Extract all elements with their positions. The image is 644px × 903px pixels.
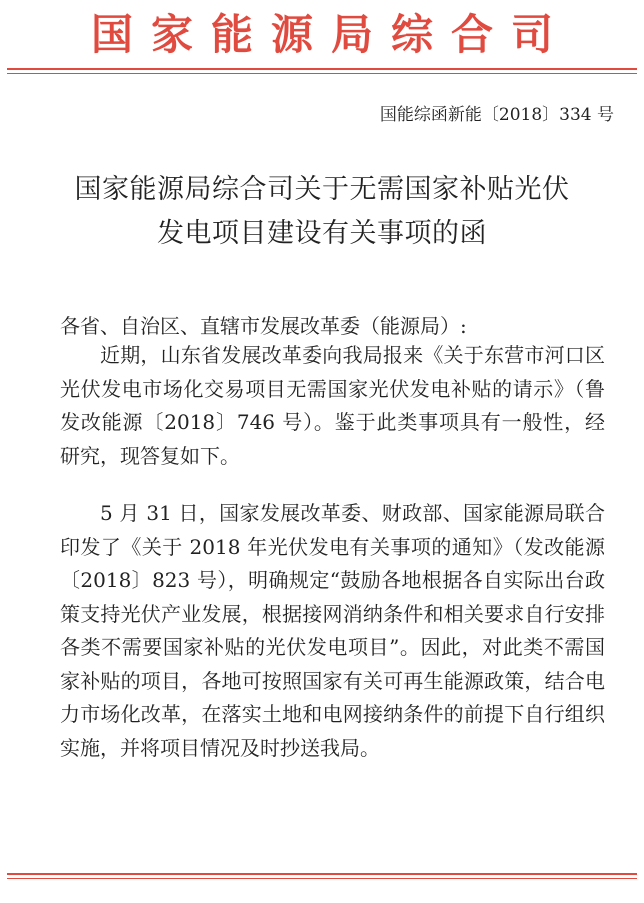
salutation: 各省、自治区、直辖市发展改革委（能源局）: (60, 314, 467, 338)
footer-divider-thin (7, 878, 637, 879)
issuer-header: 国家能源局综合司 (90, 10, 571, 59)
document-title-line-1: 国家能源局综合司关于无需国家补贴光伏 (74, 174, 570, 205)
footer-divider-thick (7, 873, 637, 875)
header-divider-thin (7, 73, 637, 74)
header-divider-thick (7, 68, 637, 70)
document-title-line-2: 发电项目建设有关事项的函 (157, 218, 487, 249)
body-paragraph-1: 近期，山东省发展改革委向我局报来《关于东营市河口区光伏发电市场化交易项目无需国家光伏发电补贴的请示》（鲁发改能源〔2018〕746 号）。鉴于此类事项具有一般性，经研究，现答复如下。 (60, 343, 605, 468)
document-title (0, 168, 644, 256)
document-number: 国能综函新能〔2018〕334 号 (379, 105, 614, 125)
body-paragraph-2: 5 月 31 日，国家发展改革委、财政部、国家能源局联合印发了《关于 2018 年光伏发电有关事项的通知》（发改能源〔2018〕823 号），明确规定“鼓励各地根据各自实际出台政策支持光伏产业发展，根据接网消纳条件和相关要求自行安排各类不需要国家补贴的光伏发电项目”。因此，对此类不需国家补贴的项目，各地可按照国家有关可再生能源政策，结合电力市场化改革，在落实土地和电网接纳条件的前提下自行组织实施，并将项目情况及时抄送我局。 (60, 501, 605, 760)
